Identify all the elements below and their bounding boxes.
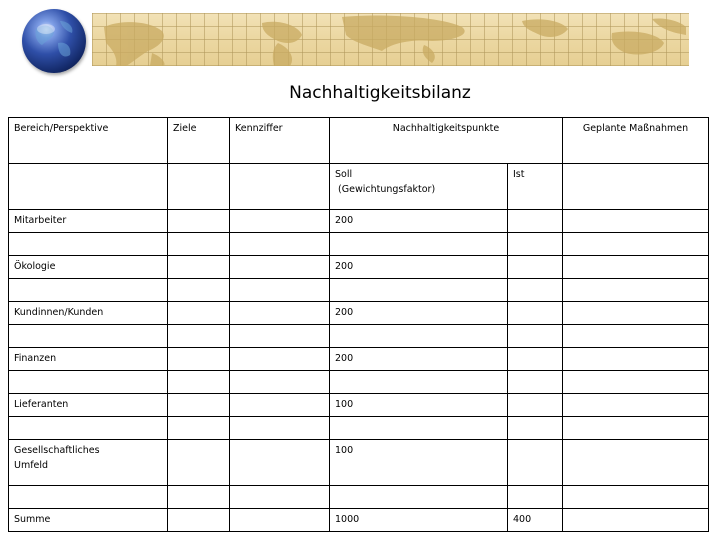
row-bereich: Ökologie — [9, 256, 168, 279]
row-soll: 200 — [330, 256, 508, 279]
row-ist — [508, 348, 563, 371]
table-row — [9, 302, 709, 325]
spacer-row — [9, 417, 709, 440]
world-map-banner — [92, 13, 689, 66]
spacer-row — [9, 279, 709, 302]
table-row — [9, 210, 709, 233]
globe-icon — [22, 9, 86, 73]
subheader-row — [9, 164, 709, 210]
header-ist: Ist — [508, 164, 563, 210]
spacer-row — [9, 233, 709, 256]
row-bereich: Mitarbeiter — [9, 210, 168, 233]
row-bereich: Gesellschaftliches Umfeld — [9, 440, 168, 486]
row-soll: 100 — [330, 440, 508, 486]
row-soll: 100 — [330, 394, 508, 417]
row-bereich: Kundinnen/Kunden — [9, 302, 168, 325]
sum-label: Summe — [9, 509, 168, 532]
row-bereich: Lieferanten — [9, 394, 168, 417]
table-row — [9, 440, 709, 486]
header-massnahmen: Geplante Maßnahmen — [563, 118, 709, 164]
sum-ist: 400 — [508, 509, 563, 532]
row-ist — [508, 394, 563, 417]
spacer-row — [9, 371, 709, 394]
row-ist — [508, 440, 563, 486]
table-row — [9, 394, 709, 417]
table-row — [9, 348, 709, 371]
spacer-row — [9, 325, 709, 348]
header-kennziffer: Kennziffer — [230, 118, 330, 164]
header-bereich: Bereich/Perspektive — [9, 118, 168, 164]
row-ist — [508, 256, 563, 279]
balance-table — [8, 117, 709, 532]
row-ist — [508, 210, 563, 233]
row-soll: 200 — [330, 348, 508, 371]
header-row — [9, 118, 709, 164]
row-soll: 200 — [330, 302, 508, 325]
row-soll: 200 — [330, 210, 508, 233]
row-ist — [508, 302, 563, 325]
table-row — [9, 256, 709, 279]
header-soll: Soll (Gewichtungsfaktor) — [330, 164, 508, 210]
row-bereich: Finanzen — [9, 348, 168, 371]
sum-soll: 1000 — [330, 509, 508, 532]
header-punkte: Nachhaltigkeitspunkte — [330, 118, 563, 164]
sum-row — [9, 509, 709, 532]
page-title: Nachhaltigkeitsbilanz — [289, 83, 471, 103]
header-ziele: Ziele — [168, 118, 230, 164]
spacer-row — [9, 486, 709, 509]
